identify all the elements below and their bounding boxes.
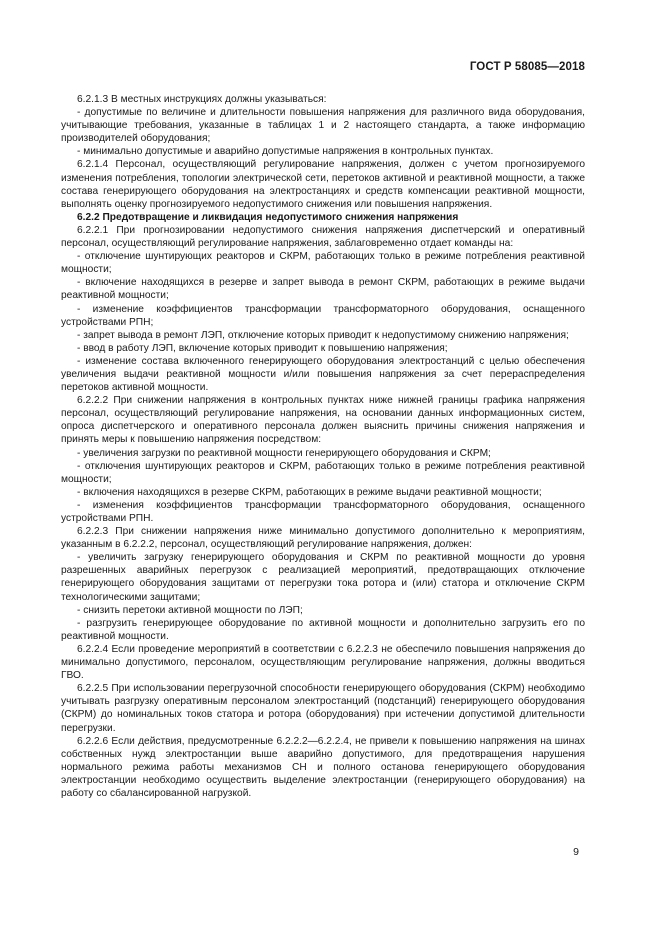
paragraph: 6.2.1.3 В местных инструкциях должны указываться:	[77, 94, 327, 105]
list-item: - изменение состава включенного генерирующего оборудования электростанций с целью обеспечения увеличения выдачи реактивной мощности и/или повышения напряжения за счет перераспределения перетоков активной мощности.	[61, 355, 585, 394]
document-body	[61, 93, 585, 800]
list-item: - минимально допустимые и аварийно допустимые напряжения в контрольных пунктах.	[77, 146, 494, 158]
list-item: - включение находящихся в резерве и запрет вывода в ремонт СКРМ, работающих в режиме выдачи реактивной мощности;	[61, 277, 585, 302]
section-heading: 6.2.2 Предотвращение и ликвидация недопустимого снижения напряжения	[77, 211, 459, 223]
list-item: - допустимые по величине и длительности повышения напряжения для различного вида оборудования, учитывающие требования, указанные в таблицах 1 и 2 настоящего стандарта, а также информацию производителей оборудования;	[61, 107, 585, 145]
list-item: - снизить перетоки активной мощности по ЛЭП;	[77, 604, 303, 616]
paragraph: 6.2.2.5 При использовании перегрузочной способности генерирующего оборудования (СКРМ) необходимо учитывать разгрузку оперативным персоналом электростанций (подстанций) генерирующего оборудования (СКРМ) до номинальных токов статора и ротора (оборудования) при истечении допустимой длительности перегрузки.	[61, 683, 585, 734]
standard-header: ГОСТ Р 58085—2018	[469, 61, 585, 73]
list-item: - разгрузить генерирующее оборудование по активной мощности и дополнительно загрузить его по реактивной мощности.	[61, 617, 585, 642]
list-item: - изменения коэффициентов трансформации трансформаторного оборудования, оснащенного устройствами РПН.	[61, 499, 585, 524]
page-number: 9	[573, 846, 579, 858]
list-item: - отключения шунтирующих реакторов и СКРМ, работающих только в режиме потребления реактивной мощности;	[61, 460, 585, 485]
list-item: - отключение шунтирующих реакторов и СКРМ, работающих только в режиме потребления реактивной мощности;	[61, 251, 585, 276]
paragraph: 6.2.2.3 При снижении напряжения ниже минимально допустимого дополнительно к мероприятиям, указанным в 6.2.2.2, персонал, осуществляющий регулирование напряжения, должен:	[61, 526, 585, 551]
list-item: - включения находящихся в резерве СКРМ, работающих в режиме выдачи реактивной мощности;	[77, 486, 542, 498]
paragraph: 6.2.2.6 Если действия, предусмотренные 6.2.2.2—6.2.2.4, не привели к повышению напряжения на шинах собственных нужд электростанции выше аварийно допустимого, для предотвращения нарушения нормального режима работы механизмов СН и полного останова генерирующего оборудования электростанции необходимо осуществить выделение электростанции (генерирующего оборудования) на работу со сбалансированной нагрузкой.	[61, 735, 585, 799]
list-item: - запрет вывода в ремонт ЛЭП, отключение которых приводит к недопустимому снижению напряжения;	[77, 329, 569, 341]
list-item: - увеличения загрузки по реактивной мощности генерирующего оборудования и СКРМ;	[77, 447, 491, 459]
paragraph: 6.2.1.4 Персонал, осуществляющий регулирование напряжения, должен с учетом прогнозируемого изменения потребления, топологии электрической сети, перетоков активной и реактивной мощности, а также состава генерирующего оборудования на электростанциях и средств компенсации реактивной мощности, выполнять оценку прогнозируемого недопустимого снижения или повышения напряжения.	[61, 159, 585, 210]
paragraph: 6.2.2.4 Если проведение мероприятий в соответствии с 6.2.2.3 не обеспечило повышения напряжения до минимально допустимого, персоналом, осуществляющим регулирование напряжения, должны вводиться ГВО.	[61, 643, 585, 682]
list-item: - увеличить загрузку генерирующего оборудования и СКРМ по реактивной мощности до уровня разрешенных аварийных перегрузок с реализацией мероприятий, предотвращающих отключение генерирующего оборудования защитами от перегрузки тока ротора и (или) статора и отключение СКРМ технологическими защитами;	[61, 552, 585, 603]
paragraph: 6.2.2.1 При прогнозировании недопустимого снижения напряжения диспетчерский и оперативный персонал, осуществляющий регулирование напряжения, заблаговременно отдает команды на:	[61, 224, 585, 250]
list-item: - изменение коэффициентов трансформации трансформаторного оборудования, оснащенного устройствами РПН;	[61, 303, 585, 328]
list-item: - ввод в работу ЛЭП, включение которых приводит к повышению напряжения;	[77, 342, 448, 354]
paragraph: 6.2.2.2 При снижении напряжения в контрольных пунктах ниже нижней границы графика напряжения персонал, осуществляющий регулирование напряжения, на основании данных информационных систем, опроса диспетчерского и оперативного персонала должен выяснить причины снижения напряжения и принять меры к повышению напряжения посредством:	[61, 395, 585, 446]
